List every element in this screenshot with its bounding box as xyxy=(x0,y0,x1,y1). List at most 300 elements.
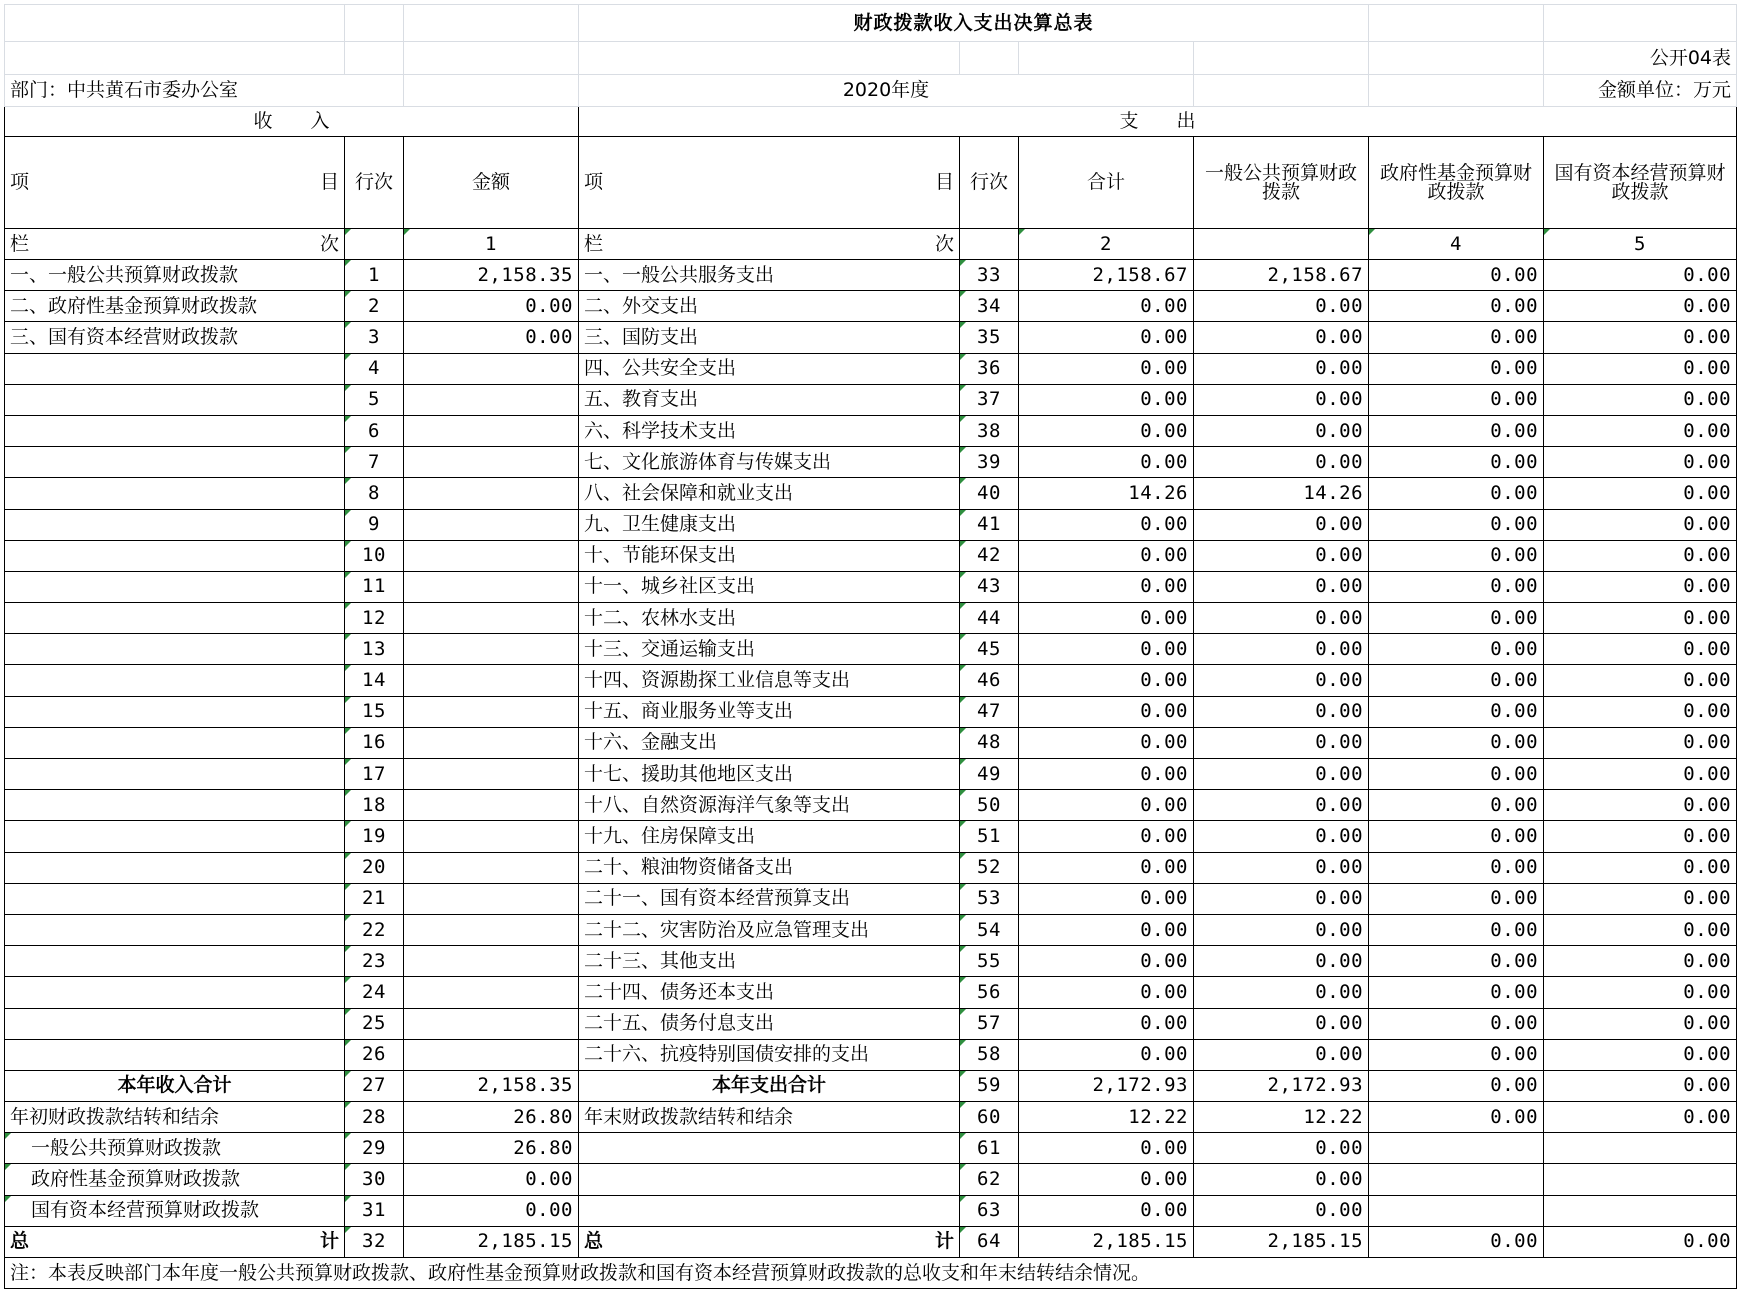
income-amount: 2,158.35 xyxy=(404,260,579,291)
income-row-no: 5 xyxy=(345,384,404,415)
income-amount xyxy=(404,977,579,1008)
table-row xyxy=(5,478,1737,509)
general-budget-amount: 0.00 xyxy=(1194,883,1369,914)
expense-item: 二十三、其他支出 xyxy=(579,946,960,977)
expense-total: 0.00 xyxy=(1019,977,1194,1008)
gov-fund-amount: 0.00 xyxy=(1369,509,1544,540)
income-item: 一、一般公共预算财政拨款 xyxy=(5,260,345,291)
income-item xyxy=(5,977,345,1008)
expense-row-no: 36 xyxy=(960,353,1019,384)
expense-total: 2,172.93 xyxy=(1019,1070,1194,1101)
expense-item: 二十四、债务还本支出 xyxy=(579,977,960,1008)
income-row-no: 19 xyxy=(345,821,404,852)
expense-row-no: 35 xyxy=(960,322,1019,353)
table-row xyxy=(5,790,1737,821)
expense-row-no: 57 xyxy=(960,1008,1019,1039)
expense-item: 十六、金融支出 xyxy=(579,727,960,758)
gov-fund-amount xyxy=(1369,1133,1544,1164)
gov-fund-amount: 0.00 xyxy=(1369,603,1544,634)
gov-fund-amount: 0.00 xyxy=(1369,665,1544,696)
state-capital-amount: 0.00 xyxy=(1544,447,1737,478)
expense-row-no: 61 xyxy=(960,1133,1019,1164)
table-row xyxy=(5,509,1737,540)
expense-item: 十五、商业服务业等支出 xyxy=(579,696,960,727)
expense-row-no: 43 xyxy=(960,571,1019,602)
expense-total: 0.00 xyxy=(1019,322,1194,353)
state-capital-amount xyxy=(1544,1133,1737,1164)
table-row xyxy=(5,353,1737,384)
gov-fund-amount: 0.00 xyxy=(1369,946,1544,977)
expense-total: 0.00 xyxy=(1019,946,1194,977)
state-capital-amount: 0.00 xyxy=(1544,914,1737,945)
amount-unit: 金额单位：万元 xyxy=(1544,75,1737,107)
state-capital-header: 国有资本经营预算财政拨款 xyxy=(1544,137,1737,229)
table-row xyxy=(5,1008,1737,1039)
income-row-no: 32 xyxy=(345,1226,404,1257)
income-amount xyxy=(404,447,579,478)
general-budget-amount: 2,158.67 xyxy=(1194,260,1369,291)
income-item: 国有资本经营预算财政拨款 xyxy=(5,1195,345,1226)
income-amount xyxy=(404,384,579,415)
general-budget-amount: 12.22 xyxy=(1194,1102,1369,1133)
general-budget-amount: 0.00 xyxy=(1194,665,1369,696)
expense-total: 0.00 xyxy=(1019,603,1194,634)
state-capital-amount: 0.00 xyxy=(1544,384,1737,415)
income-row-no: 12 xyxy=(345,603,404,634)
gov-fund-amount xyxy=(1369,1195,1544,1226)
expense-total: 0.00 xyxy=(1019,540,1194,571)
expense-row-no: 64 xyxy=(960,1226,1019,1257)
expense-total: 0.00 xyxy=(1019,447,1194,478)
income-item-header: 项 目 xyxy=(5,137,345,229)
form-code: 公开04表 xyxy=(1544,42,1737,75)
gov-fund-amount: 0.00 xyxy=(1369,914,1544,945)
income-amount xyxy=(404,1008,579,1039)
income-amount xyxy=(404,759,579,790)
year-expense-total-label: 本年支出合计 xyxy=(579,1070,960,1101)
income-amount xyxy=(404,821,579,852)
income-amount xyxy=(404,665,579,696)
income-item xyxy=(5,447,345,478)
table-row xyxy=(5,634,1737,665)
income-row-no: 7 xyxy=(345,447,404,478)
carryover-row xyxy=(5,1102,1737,1133)
income-item xyxy=(5,603,345,634)
income-amount xyxy=(404,415,579,446)
expense-total: 0.00 xyxy=(1019,1195,1194,1226)
expense-item: 十一、城乡社区支出 xyxy=(579,571,960,602)
income-amount xyxy=(404,790,579,821)
gov-fund-amount: 0.00 xyxy=(1369,1008,1544,1039)
expense-row-no: 63 xyxy=(960,1195,1019,1226)
expense-total: 2,158.67 xyxy=(1019,260,1194,291)
state-capital-amount: 0.00 xyxy=(1544,696,1737,727)
income-item: 二、政府性基金预算财政拨款 xyxy=(5,291,345,322)
carryover-row xyxy=(5,1195,1737,1226)
income-amount xyxy=(404,727,579,758)
income-amount xyxy=(404,852,579,883)
expense-total: 14.26 xyxy=(1019,478,1194,509)
general-budget-amount: 0.00 xyxy=(1194,790,1369,821)
income-row-no: 13 xyxy=(345,634,404,665)
state-capital-amount: 0.00 xyxy=(1544,634,1737,665)
income-item xyxy=(5,946,345,977)
income-amount: 2,185.15 xyxy=(404,1226,579,1257)
expense-total: 0.00 xyxy=(1019,1008,1194,1039)
expense-item: 一、一般公共服务支出 xyxy=(579,260,960,291)
expense-total: 0.00 xyxy=(1019,790,1194,821)
expense-item xyxy=(579,1195,960,1226)
income-row-no: 17 xyxy=(345,759,404,790)
income-item xyxy=(5,883,345,914)
income-row-no: 8 xyxy=(345,478,404,509)
general-budget-amount: 2,185.15 xyxy=(1194,1226,1369,1257)
income-amount: 0.00 xyxy=(404,1164,579,1195)
table-row xyxy=(5,540,1737,571)
expense-row-no: 56 xyxy=(960,977,1019,1008)
gov-fund-header: 政府性基金预算财政拨款 xyxy=(1369,137,1544,229)
general-budget-amount: 0.00 xyxy=(1194,571,1369,602)
income-item: 三、国有资本经营财政拨款 xyxy=(5,322,345,353)
income-section-header: 收 入 xyxy=(5,107,579,137)
income-row-no: 9 xyxy=(345,509,404,540)
state-capital-amount: 0.00 xyxy=(1544,571,1737,602)
general-budget-amount: 0.00 xyxy=(1194,946,1369,977)
page-title: 财政拨款收入支出决算总表 xyxy=(579,5,1369,42)
income-item xyxy=(5,759,345,790)
table-row xyxy=(5,727,1737,758)
general-budget-amount: 0.00 xyxy=(1194,322,1369,353)
general-budget-amount: 0.00 xyxy=(1194,821,1369,852)
expense-item: 年末财政拨款结转和结余 xyxy=(579,1102,960,1133)
income-amount: 0.00 xyxy=(404,291,579,322)
gov-fund-amount: 0.00 xyxy=(1369,260,1544,291)
general-budget-amount: 0.00 xyxy=(1194,353,1369,384)
general-budget-amount: 0.00 xyxy=(1194,1008,1369,1039)
expense-total: 0.00 xyxy=(1019,384,1194,415)
state-capital-amount: 0.00 xyxy=(1544,665,1737,696)
income-item xyxy=(5,478,345,509)
expense-item-header: 项 目 xyxy=(579,137,960,229)
total-header: 合计 xyxy=(1019,137,1194,229)
expense-row-no: 54 xyxy=(960,914,1019,945)
gov-fund-amount: 0.00 xyxy=(1369,415,1544,446)
expense-row-no: 53 xyxy=(960,883,1019,914)
expense-total: 0.00 xyxy=(1019,821,1194,852)
state-capital-amount xyxy=(1544,1195,1737,1226)
state-capital-amount: 0.00 xyxy=(1544,821,1737,852)
income-amount-header: 金额 xyxy=(404,137,579,229)
table-row xyxy=(5,821,1737,852)
table-row xyxy=(5,883,1737,914)
expense-row-no: 47 xyxy=(960,696,1019,727)
income-amount: 26.80 xyxy=(404,1133,579,1164)
income-row-no: 31 xyxy=(345,1195,404,1226)
income-row-no: 2 xyxy=(345,291,404,322)
grand-total-row xyxy=(5,1226,1737,1257)
expense-total: 12.22 xyxy=(1019,1102,1194,1133)
income-row-no: 24 xyxy=(345,977,404,1008)
expense-total: 0.00 xyxy=(1019,914,1194,945)
state-capital-amount: 0.00 xyxy=(1544,1070,1737,1101)
income-item xyxy=(5,634,345,665)
year-total-row xyxy=(5,1070,1737,1101)
general-budget-header: 一般公共预算财政拨款 xyxy=(1194,137,1369,229)
expense-total: 0.00 xyxy=(1019,759,1194,790)
gov-fund-amount xyxy=(1369,1164,1544,1195)
general-budget-amount: 14.26 xyxy=(1194,478,1369,509)
income-item xyxy=(5,852,345,883)
general-budget-amount: 0.00 xyxy=(1194,759,1369,790)
state-capital-amount: 0.00 xyxy=(1544,790,1737,821)
expense-total: 0.00 xyxy=(1019,852,1194,883)
income-item xyxy=(5,540,345,571)
expense-row-no: 33 xyxy=(960,260,1019,291)
gov-fund-amount: 0.00 xyxy=(1369,1102,1544,1133)
general-budget-amount: 0.00 xyxy=(1194,603,1369,634)
income-item: 一般公共预算财政拨款 xyxy=(5,1133,345,1164)
income-row-no: 21 xyxy=(345,883,404,914)
state-capital-amount: 0.00 xyxy=(1544,1226,1737,1257)
income-item xyxy=(5,353,345,384)
income-row-no: 29 xyxy=(345,1133,404,1164)
income-row-no: 10 xyxy=(345,540,404,571)
gov-fund-amount: 0.00 xyxy=(1369,447,1544,478)
expense-row-no: 37 xyxy=(960,384,1019,415)
expense-row-no: 44 xyxy=(960,603,1019,634)
income-amount xyxy=(404,914,579,945)
income-row-no-header: 行次 xyxy=(345,137,404,229)
gov-fund-amount: 0.00 xyxy=(1369,1039,1544,1070)
gov-fund-amount: 0.00 xyxy=(1369,1226,1544,1257)
table-row xyxy=(5,384,1737,415)
table-row xyxy=(5,260,1737,291)
income-item xyxy=(5,790,345,821)
expense-row-no: 45 xyxy=(960,634,1019,665)
income-row-no: 15 xyxy=(345,696,404,727)
income-row-no: 28 xyxy=(345,1102,404,1133)
state-capital-amount: 0.00 xyxy=(1544,415,1737,446)
state-capital-amount: 0.00 xyxy=(1544,291,1737,322)
general-budget-amount: 0.00 xyxy=(1194,1164,1369,1195)
income-row-no: 27 xyxy=(345,1070,404,1101)
income-amount xyxy=(404,634,579,665)
grand-total-label: 总 计 xyxy=(5,1226,345,1257)
income-row-no: 3 xyxy=(345,322,404,353)
table-row xyxy=(5,1039,1737,1070)
expense-row-no: 38 xyxy=(960,415,1019,446)
expense-row-no: 42 xyxy=(960,540,1019,571)
state-capital-amount: 0.00 xyxy=(1544,509,1737,540)
gov-fund-amount: 0.00 xyxy=(1369,384,1544,415)
year-income-total-label: 本年收入合计 xyxy=(5,1070,345,1101)
state-capital-amount: 0.00 xyxy=(1544,1039,1737,1070)
gov-fund-amount: 0.00 xyxy=(1369,571,1544,602)
general-budget-amount: 0.00 xyxy=(1194,1039,1369,1070)
column-index-label: 栏 次 xyxy=(5,229,345,260)
income-item: 政府性基金预算财政拨款 xyxy=(5,1164,345,1195)
expense-item: 十二、农林水支出 xyxy=(579,603,960,634)
state-capital-amount xyxy=(1544,1164,1737,1195)
gov-fund-amount: 0.00 xyxy=(1369,696,1544,727)
income-item xyxy=(5,1008,345,1039)
table-row xyxy=(5,759,1737,790)
column-index-2: 2 xyxy=(1019,229,1194,260)
state-capital-amount: 0.00 xyxy=(1544,1008,1737,1039)
expense-total: 0.00 xyxy=(1019,571,1194,602)
table-row xyxy=(5,665,1737,696)
income-amount xyxy=(404,1039,579,1070)
fiscal-year: 2020年度 xyxy=(579,75,1194,107)
expense-total: 0.00 xyxy=(1019,291,1194,322)
income-amount: 26.80 xyxy=(404,1102,579,1133)
income-row-no: 25 xyxy=(345,1008,404,1039)
table-row xyxy=(5,291,1737,322)
expense-row-no: 40 xyxy=(960,478,1019,509)
general-budget-amount: 0.00 xyxy=(1194,977,1369,1008)
state-capital-amount: 0.00 xyxy=(1544,353,1737,384)
general-budget-amount: 0.00 xyxy=(1194,384,1369,415)
income-row-no: 14 xyxy=(345,665,404,696)
table-row xyxy=(5,447,1737,478)
grand-total-label: 总 计 xyxy=(579,1226,960,1257)
expense-row-no: 48 xyxy=(960,727,1019,758)
expense-total: 2,185.15 xyxy=(1019,1226,1194,1257)
state-capital-amount: 0.00 xyxy=(1544,759,1737,790)
income-item xyxy=(5,415,345,446)
income-amount xyxy=(404,696,579,727)
general-budget-amount: 0.00 xyxy=(1194,291,1369,322)
gov-fund-amount: 0.00 xyxy=(1369,634,1544,665)
expense-total: 0.00 xyxy=(1019,1039,1194,1070)
state-capital-amount: 0.00 xyxy=(1544,260,1737,291)
income-row-no: 30 xyxy=(345,1164,404,1195)
gov-fund-amount: 0.00 xyxy=(1369,322,1544,353)
income-item xyxy=(5,696,345,727)
state-capital-amount: 0.00 xyxy=(1544,727,1737,758)
expense-row-no: 39 xyxy=(960,447,1019,478)
expense-item: 二十六、抗疫特别国债安排的支出 xyxy=(579,1039,960,1070)
state-capital-amount: 0.00 xyxy=(1544,883,1737,914)
department-label: 部门：中共黄石市委办公室 xyxy=(5,75,404,107)
gov-fund-amount: 0.00 xyxy=(1369,759,1544,790)
expense-section-header: 支 出 xyxy=(579,107,1737,137)
income-amount: 0.00 xyxy=(404,1195,579,1226)
expense-row-no: 58 xyxy=(960,1039,1019,1070)
expense-total: 0.00 xyxy=(1019,665,1194,696)
income-row-no: 1 xyxy=(345,260,404,291)
income-item xyxy=(5,571,345,602)
expense-item: 十三、交通运输支出 xyxy=(579,634,960,665)
expense-total: 0.00 xyxy=(1019,727,1194,758)
expense-item: 十四、资源勘探工业信息等支出 xyxy=(579,665,960,696)
general-budget-amount: 0.00 xyxy=(1194,1133,1369,1164)
expense-total: 0.00 xyxy=(1019,415,1194,446)
expense-item: 六、科学技术支出 xyxy=(579,415,960,446)
state-capital-amount: 0.00 xyxy=(1544,478,1737,509)
table-row xyxy=(5,322,1737,353)
expense-row-no: 55 xyxy=(960,946,1019,977)
income-amount xyxy=(404,603,579,634)
column-index-4: 4 xyxy=(1369,229,1544,260)
gov-fund-amount: 0.00 xyxy=(1369,977,1544,1008)
table-row xyxy=(5,946,1737,977)
expense-item: 二十五、债务付息支出 xyxy=(579,1008,960,1039)
table-row xyxy=(5,852,1737,883)
income-row-no: 16 xyxy=(345,727,404,758)
expense-item: 九、卫生健康支出 xyxy=(579,509,960,540)
income-row-no: 20 xyxy=(345,852,404,883)
state-capital-amount: 0.00 xyxy=(1544,977,1737,1008)
expense-item: 二十二、灾害防治及应急管理支出 xyxy=(579,914,960,945)
general-budget-amount: 0.00 xyxy=(1194,540,1369,571)
income-amount: 0.00 xyxy=(404,322,579,353)
table-row xyxy=(5,696,1737,727)
expense-total: 0.00 xyxy=(1019,1133,1194,1164)
expense-row-no: 62 xyxy=(960,1164,1019,1195)
gov-fund-amount: 0.00 xyxy=(1369,353,1544,384)
expense-item: 三、国防支出 xyxy=(579,322,960,353)
expense-item: 七、文化旅游体育与传媒支出 xyxy=(579,447,960,478)
expense-item xyxy=(579,1133,960,1164)
expense-item xyxy=(579,1164,960,1195)
income-row-no: 6 xyxy=(345,415,404,446)
income-row-no: 4 xyxy=(345,353,404,384)
income-amount xyxy=(404,478,579,509)
income-item xyxy=(5,509,345,540)
income-item xyxy=(5,821,345,852)
income-item xyxy=(5,727,345,758)
gov-fund-amount: 0.00 xyxy=(1369,291,1544,322)
income-amount xyxy=(404,509,579,540)
expense-total: 0.00 xyxy=(1019,634,1194,665)
state-capital-amount: 0.00 xyxy=(1544,1102,1737,1133)
expense-total: 0.00 xyxy=(1019,353,1194,384)
expense-total: 0.00 xyxy=(1019,1164,1194,1195)
expense-item: 十九、住房保障支出 xyxy=(579,821,960,852)
final-accounts-table xyxy=(4,4,1737,1289)
gov-fund-amount: 0.00 xyxy=(1369,478,1544,509)
general-budget-amount: 0.00 xyxy=(1194,634,1369,665)
gov-fund-amount: 0.00 xyxy=(1369,540,1544,571)
expense-row-no: 34 xyxy=(960,291,1019,322)
expense-row-no-header: 行次 xyxy=(960,137,1019,229)
column-index-5: 5 xyxy=(1544,229,1737,260)
income-amount xyxy=(404,946,579,977)
expense-row-no: 46 xyxy=(960,665,1019,696)
general-budget-amount: 0.00 xyxy=(1194,727,1369,758)
expense-row-no: 50 xyxy=(960,790,1019,821)
table-row xyxy=(5,415,1737,446)
state-capital-amount: 0.00 xyxy=(1544,603,1737,634)
gov-fund-amount: 0.00 xyxy=(1369,727,1544,758)
column-index-1: 1 xyxy=(404,229,579,260)
gov-fund-amount: 0.00 xyxy=(1369,790,1544,821)
income-item xyxy=(5,384,345,415)
expense-row-no: 52 xyxy=(960,852,1019,883)
table-row xyxy=(5,977,1737,1008)
income-item xyxy=(5,914,345,945)
general-budget-amount: 0.00 xyxy=(1194,852,1369,883)
table-row xyxy=(5,914,1737,945)
income-amount xyxy=(404,540,579,571)
state-capital-amount: 0.00 xyxy=(1544,322,1737,353)
general-budget-amount: 0.00 xyxy=(1194,415,1369,446)
expense-row-no: 41 xyxy=(960,509,1019,540)
expense-item: 十七、援助其他地区支出 xyxy=(579,759,960,790)
carryover-row xyxy=(5,1133,1737,1164)
expense-item: 八、社会保障和就业支出 xyxy=(579,478,960,509)
